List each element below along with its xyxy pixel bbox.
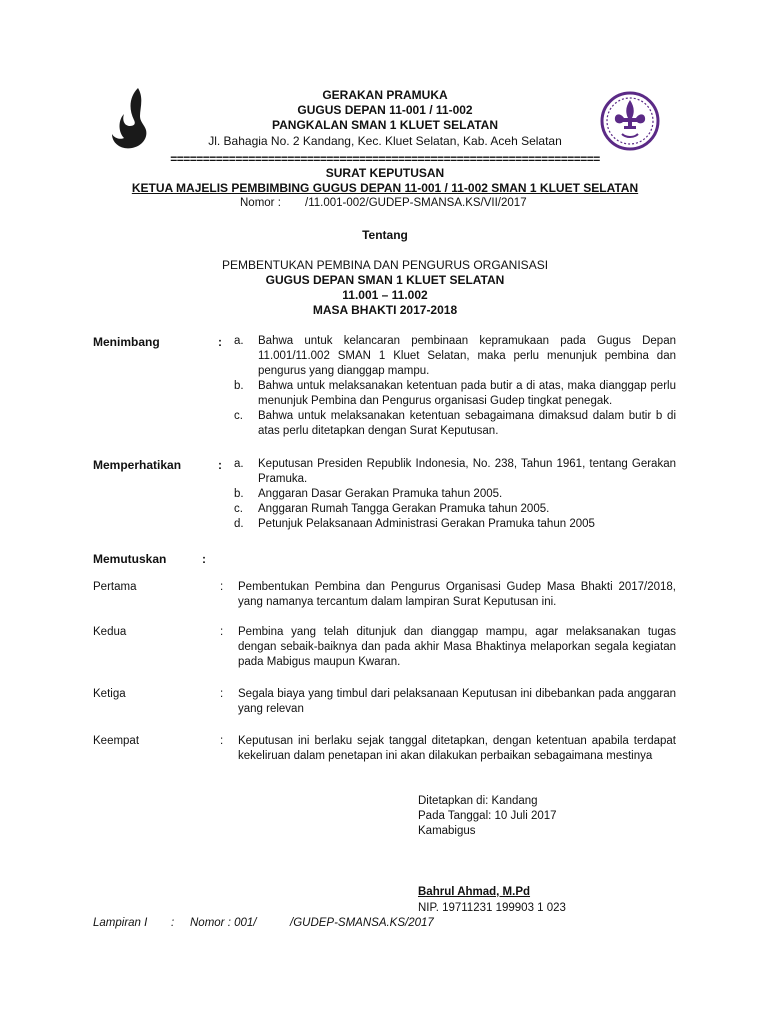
decision-keempat-text: Keputusan ini berlaku sejak tanggal ditetapkan, dengan ketentuan apabila terdapat kekeliruan dalam penetapan ini akan dilakukan perbaikan sebagaimana mestinya	[238, 735, 676, 762]
issuer: KETUA MAJELIS PEMBIMBING GUGUS DEPAN 11-001 / 11-002 SMAN 1 KLUET SELATAN	[131, 181, 639, 195]
memutuskan-label: Memutuskan	[93, 552, 167, 566]
decision-kedua-label: Kedua	[93, 626, 127, 638]
decision-ketiga-text: Segala biaya yang timbul dari pelaksanaan Keputusan ini dibebankan pada anggaran yang relevan	[238, 688, 676, 715]
decision-kedua-text: Pembina yang telah ditunjuk dan dianggap mampu, agar melaksanakan tugas dengan sebaik-baiknya dan pada akhir Masa Bhaktinya melaporkan segala kegiatan pada Mabigus maupun Kwaran.	[238, 626, 676, 668]
subject-line-3: 11.001 – 11.002	[342, 288, 428, 302]
org-name: GERAKAN PRAMUKA	[322, 88, 448, 102]
decision-ketiga-colon: :	[220, 688, 224, 700]
menimbang-colon: :	[218, 335, 222, 349]
subject-line-2: GUGUS DEPAN SMAN 1 KLUET SELATAN	[265, 273, 505, 287]
nomor-value: /11.001-002/GUDEP-SMANSA.KS/VII/2017	[305, 197, 527, 209]
menimbang-label: Menimbang	[93, 335, 160, 349]
pangkalan-name: PANGKALAN SMAN 1 KLUET SELATAN	[272, 118, 498, 132]
signatory-name: Bahrul Ahmad, M.Pd	[418, 886, 531, 898]
subject-line-4: MASA BHAKTI 2017-2018	[312, 303, 458, 317]
lampiran-colon: :	[171, 917, 175, 929]
memperhatikan-item: d. Petunjuk Pelaksanaan Administrasi Gerakan Pramuka tahun 2005	[234, 518, 595, 530]
subject-line-1: PEMBENTUKAN PEMBINA DAN PENGURUS ORGANISASI	[221, 258, 549, 272]
doc-type: SURAT KEPUTUSAN	[325, 166, 445, 180]
menimbang-item: c. Bahwa untuk melaksanakan ketentuan sebagaimana dimaksud dalam butir b di atas perlu ditetapkan dengan Surat Keputusan.	[234, 410, 676, 437]
menimbang-list	[234, 334, 676, 439]
signature-place: Ditetapkan di: Kandang	[418, 795, 538, 807]
menimbang-item: b. Bahwa untuk melaksanakan ketentuan pada butir a di atas, maka dianggap perlu menunjuk Pembina dan Pengurus organisasi Gudep tingkat penegak.	[234, 380, 676, 407]
signature-position: Kamabigus	[418, 825, 476, 837]
signature-date: Pada Tanggal: 10 Juli 2017	[418, 810, 557, 822]
decision-ketiga-label: Ketiga	[93, 688, 126, 700]
nomor-label: Nomor :	[240, 197, 281, 209]
menimbang-item: a. Bahwa untuk kelancaran pembinaan kepramukaan pada Gugus Depan 11.001/11.002 SMAN 1 Kluet Selatan, maka perlu menunjuk pembina dan pengurus yang dianggap mampu.	[234, 335, 676, 377]
lampiran-code: /GUDEP-SMANSA.KS/2017	[290, 917, 434, 929]
memperhatikan-list	[234, 457, 676, 532]
memutuskan-colon: :	[202, 552, 206, 566]
decision-pertama-colon: :	[220, 581, 224, 593]
tentang: Tentang	[362, 228, 408, 242]
decision-kedua-colon: :	[220, 626, 224, 638]
tunas-kelapa-logo	[110, 86, 152, 152]
lampiran-label: Lampiran I	[93, 917, 148, 929]
header-separator: ==================================================================	[170, 152, 600, 166]
decision-keempat-colon: :	[220, 735, 224, 747]
decision-pertama-label: Pertama	[93, 581, 137, 593]
memperhatikan-item: a. Keputusan Presiden Republik Indonesia, No. 238, Tahun 1961, tentang Gerakan Pramuka.	[234, 458, 676, 485]
memperhatikan-item: b. Anggaran Dasar Gerakan Pramuka tahun 2005.	[234, 488, 503, 500]
lampiran-nomor: Nomor : 001/	[190, 917, 257, 929]
decision-keempat-label: Keempat	[93, 735, 140, 747]
signatory-nip: NIP. 19711231 199903 1 023	[418, 902, 566, 914]
memperhatikan-colon: :	[218, 458, 222, 472]
memperhatikan-item: c. Anggaran Rumah Tangga Gerakan Pramuka tahun 2005.	[234, 503, 550, 515]
decision-pertama-text: Pembentukan Pembina dan Pengurus Organisasi Gudep Masa Bhakti 2017/2018, yang namanya tercantum dalam lampiran Surat Keputusan ini.	[238, 581, 676, 608]
address: Jl. Bahagia No. 2 Kandang, Kec. Kluet Selatan, Kab. Aceh Selatan	[208, 134, 562, 148]
gudep-number: GUGUS DEPAN 11-001 / 11-002	[297, 103, 473, 117]
memperhatikan-label: Memperhatikan	[93, 458, 182, 472]
